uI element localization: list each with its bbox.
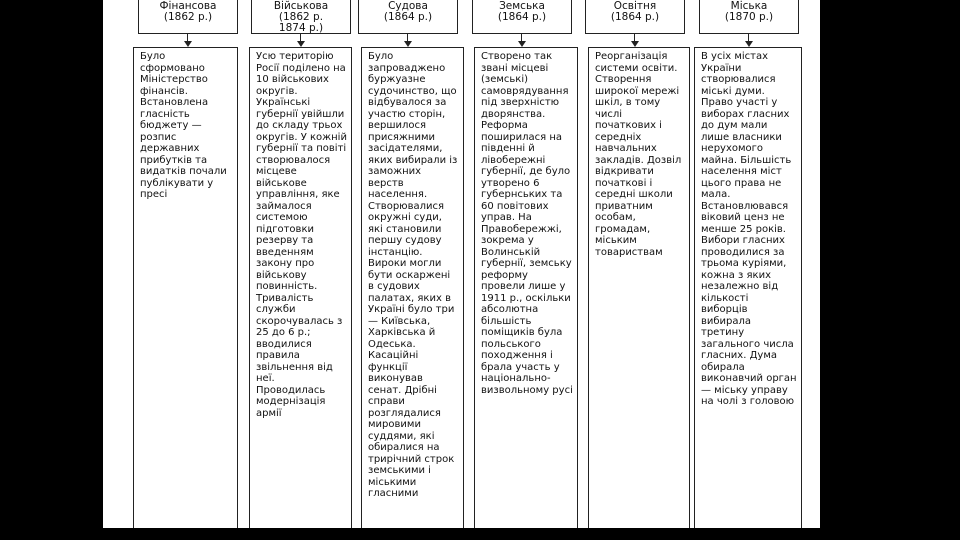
header-military-year1: (1862 р.	[278, 11, 324, 23]
header-judicial-title: Судова	[388, 0, 428, 12]
column-city-text: В усіх містах України створювалися міські думи. Право участі у виборах гласних до дум мали лише власники нерухомого майна. Більшість населення міст цього права не мала. Встановлювався віковий ценз не менше 25 років. Вибори гласних проводилися за трьома куріями, кожна з яких незалежно від кількості виборців вибирала третину загального числа гласних. Дума обирала виконавчий орган — міську управу на чолі з головою	[694, 47, 802, 528]
header-military-title: Військова	[273, 0, 329, 12]
header-finance	[138, 0, 238, 34]
column-education-text: Реорганізація системи освіти. Створення широкої мережі шкіл, в тому числі початкових і середніх навчальних закладів. Дозвіл відкривати початкові і середні школи приватним особам, громадам, міським товариствам	[588, 47, 690, 528]
column-zemstvo-text: Створено так звані місцеві (земські) самоврядування під зверхністю дворянства. Реформа поширилася на південні й лівобережні губернії, де було утворено 6 губернських та 60 повітових управ. На Правобережжі, зокрема у Волинській губернії, земську реформу провели лише у 1911 р., оскільки абсолютна більшість поміщиків була польського походження і брала участь у національно-визвольному русі	[474, 47, 578, 528]
header-judicial-year: (1864 р.)	[383, 11, 433, 23]
header-education-title: Освітня	[613, 0, 657, 12]
header-zemstvo	[472, 0, 572, 34]
column-judicial-text: Було запроваджено буржуазне судочинство, що відбувалося за участю сторін, вершилося присяжними засідателями, яких вибирали із заможних верств населення. Створювалися окружні суди, які становили першу судову інстанцію. Вироки могли бути оскаржені в судових палатах, яких в Україні було три — Київська, Харківська й Одеська. Касаційні функції виконував сенат. Дрібні справи розглядалися мировими суддями, які обиралися на трирічний строк земськими і міськими гласними	[361, 47, 464, 528]
header-city-title: Міська	[730, 0, 768, 12]
header-education-year: (1864 р.)	[610, 11, 660, 23]
header-finance-title: Фінансова	[159, 0, 217, 12]
reforms-table	[103, 0, 820, 528]
header-zemstvo-year: (1864 р.)	[497, 11, 547, 23]
header-military-year2: 1874 р.)	[278, 22, 324, 34]
column-military-text: Усю територію Росії поділено на 10 військових округів. Українські губернії увійшли до складу трьох округів. У кожній губернії та повіті створювалося місцеве військове управління, яке займалося системою підготовки резерву та введенням закону про військову повинність. Тривалість служби скорочувалась з 25 до 6 р.; вводилися правила звільнення від неї. Проводилась модернізація армії	[249, 47, 352, 528]
header-city-year: (1870 р.)	[724, 11, 774, 23]
header-zemstvo-title: Земська	[499, 0, 545, 12]
header-education	[585, 0, 685, 34]
header-judicial	[358, 0, 458, 34]
header-city	[699, 0, 799, 34]
header-finance-year: (1862 р.)	[163, 11, 213, 23]
column-finance-text: Було сформовано Міністерство фінансів. Встановлена гласність бюджету — розпис державних прибутків та видатків почали публікувати у пресі	[133, 47, 238, 528]
header-military	[251, 0, 351, 34]
